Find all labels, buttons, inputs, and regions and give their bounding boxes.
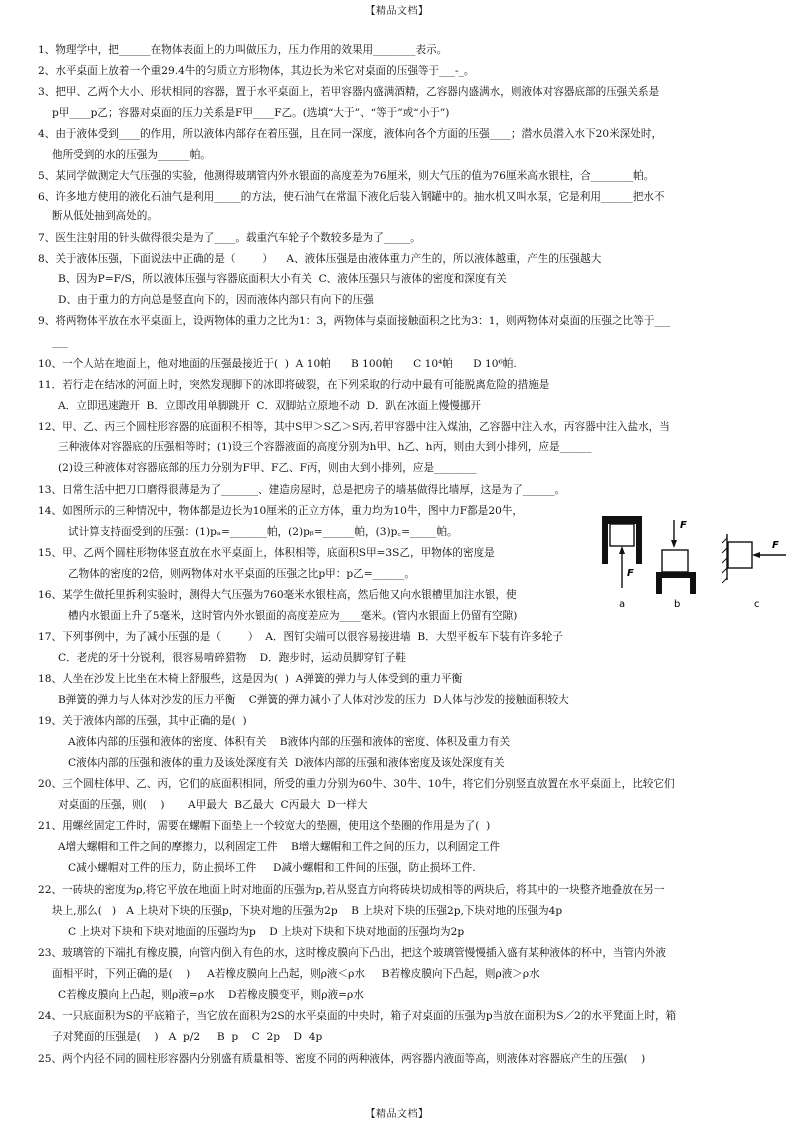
question-line: C 上块对下块和下块对地面的压强均为p D 上块对下块和下块对地面的压强均为2p (68, 926, 465, 938)
question-line: 1、物理学中，把______在物体表面上的力叫做压力，压力作用的效果用________表示。 (38, 44, 448, 56)
diagram-label-c: c (754, 599, 760, 610)
question-line: 10、一个人站在地面上，他对地面的压强最接近于( ) A 10帕 B 100帕 C 10⁴帕 D 10⁶帕. (38, 358, 517, 370)
question-line: 18、人坐在沙发上比坐在木椅上舒服些，这是因为( ) A弹簧的弹力与人体受到的重力平衡 (38, 673, 463, 685)
question-line: C．老虎的牙十分锐利，很容易啃碎猎物 D．跑步时，运动员脚穿钉子鞋 (58, 652, 406, 664)
question-line: C若橡皮膜向上凸起，则ρ液=ρ水 D若橡皮膜变平，则ρ液=ρ水 (58, 989, 364, 1001)
question-line: 16、某学生做托里拆利实验时，测得大气压强为760毫米水银柱高，然后他又向水银槽里加注水银，使 (38, 589, 517, 601)
question-line: 2、水平桌面上放着一个重29.4牛的匀质立方形物体，其边长为米它对桌面的压强等于___-_。 (38, 65, 475, 77)
question-line: 子对凳面的压强是( ) A p/2 B p C 2p D 4p (52, 1031, 323, 1043)
question-line: A增大螺帽和工件之间的摩擦力，以利固定工件 B增大螺帽和工件之间的压力，以利固定工件 (58, 841, 501, 853)
question-line: A．立即迅速跑开 B．立即改用单脚跳开 C．双脚站立原地不动 D．趴在冰面上慢慢挪开 (58, 400, 482, 412)
question-line: 7、医生注射用的针头做得很尖是为了____。载重汽车轮子个数较多是为了_____。 (38, 232, 421, 244)
question-line: (2)设三种液体对容器底部的压力分别为F甲、F乙、F丙，则由大到小排列，应是________ (58, 462, 477, 474)
question-line: D、由于重力的方向总是竖直向下的，因而液体内部只有向下的压强 (58, 294, 374, 306)
force-diagram-figure (594, 508, 794, 613)
diagram-label-b: b (674, 599, 681, 610)
question-line: 24、一只底面积为S的平底箱子，当它放在面积为2S的水平桌面的中央时，箱子对桌面的压强为p当放在面积为S／2的水平凳面上时，箱 (38, 1010, 677, 1022)
question-line: 面相平时，下列正确的是( ) A若橡皮膜向上凸起，则ρ液＜ρ水 B若橡皮膜向下凸起，则ρ液＞ρ水 (52, 968, 540, 980)
question-line: 试计算支持面受到的压强：(1)pₐ=_______帕，(2)pᵦ=______帕，(3)p꜀=_____帕。 (68, 526, 458, 538)
question-line: 12、甲、乙、丙三个圆柱形容器的底面积不相等，其中S甲＞S乙＞S丙,若甲容器中注入煤油，乙容器中注入水，丙容器中注入盐水，当 (38, 421, 670, 433)
question-line: 11．若行走在结冰的河面上时，突然发现脚下的冰即将破裂，在下列采取的行动中最有可能脱离危险的措施是 (38, 379, 550, 391)
diagram-b (656, 520, 696, 594)
diagram-label-a: a (619, 599, 626, 610)
question-line: 3、把甲、乙两个大小、形状相同的容器，置于水平桌面上，若甲容器内盛满酒精，乙容器内盛满水，则液体对容器底部的压强关系是 (38, 86, 660, 98)
question-line: 6、许多地方使用的液化石油气是利用_____的方法，使石油气在常温下液化后装入钢罐中的。抽水机又叫水泵，它是利用______把水不 (38, 191, 665, 203)
page-footer: 【精品文档】 (365, 1109, 429, 1120)
diagram-a (602, 516, 642, 588)
question-line: 8、关于液体压强，下面说法中正确的是（ ） A、液体压强是由液体重力产生的，所以液体越重，产生的压强越大 (38, 253, 602, 265)
question-line: 槽内水银面上升了5毫米，这时管内外水银面的高度差应为____毫米。(管内水银面上仍留有空隙) (68, 610, 518, 622)
question-line: 15、甲、乙两个圆柱形物体竖直放在水平桌面上，体积相等，底面积S甲=3S乙，甲物体的密度是 (38, 547, 495, 559)
question-line: 4、由于液体受到____的作用，所以液体内部存在着压强，且在同一深度，液体向各个方面的压强____；潜水员潜入水下20米深处时， (38, 128, 663, 140)
question-line: 乙物体的密度的2倍，则两物体对水平桌面的压强之比p甲：p乙=______。 (68, 568, 415, 580)
question-line: ___ (52, 336, 68, 348)
force-label-a: F (627, 568, 634, 579)
question-line: 13、日常生活中把刀口磨得很薄是为了_______、建造房屋时，总是把房子的墙基做得比墙厚，这是为了______。 (38, 484, 566, 496)
question-line: C减小螺帽对工件的压力，防止损坏工件 D减小螺帽和工件间的压强，防止损坏工件. (68, 862, 476, 874)
question-line: B、因为P=F/S，所以液体压强与容器底面积大小有关 C、液体压强只与液体的密度和深度有关 (58, 273, 507, 285)
question-line: 对桌面的压强，则( ) A甲最大 B乙最大 C丙最大 D一样大 (58, 799, 368, 811)
page-header: 【精品文档】 (365, 6, 429, 17)
question-line: A液体内部的压强和液体的密度、体积有关 B液体内部的压强和液体的密度、体积及重力有关 (68, 736, 511, 748)
force-label-c: F (772, 540, 779, 551)
question-line: 17、下列事例中，为了减小压强的是（ ） A．图钉尖端可以很容易接进墙 B．大型平板车下装有许多轮子 (38, 631, 563, 643)
question-line: 19、关于液体内部的压强，其中正确的是( ) (38, 715, 247, 727)
question-line: 断从低处抽到高处的。 (52, 210, 158, 222)
question-line: 9、将两物体平放在水平桌面上，设两物体的重力之比为1：3，两物体与桌面接触面积之比为3：1，则两物体对桌面的压强之比等于___ (38, 315, 671, 327)
diagram-c (722, 534, 786, 583)
question-line: 他所受到的水的压强为______帕。 (52, 149, 211, 161)
question-line: 14、如图所示的三种情况中，物体都是边长为10厘米的正立方体，重力均为10牛，图中力F都是20牛， (38, 505, 524, 517)
question-line: 5、某同学做测定大气压强的实验，他测得玻璃管内外水银面的高度差为76厘米，则大气压的值为76厘米高水银柱，合________帕。 (38, 170, 655, 182)
force-label-b: F (680, 520, 687, 531)
question-line: 块上,那么( ) A 上块对下块的压强p，下块对地的压强为2p B 上块对下块的压强2p,下块对地的压强为4p (52, 905, 563, 917)
question-line: C液体内部的压强和液体的重力及该处深度有关 D液体内部的压强和液体密度及该处深度有关 (68, 757, 505, 769)
question-line: 25、两个内径不同的圆柱形容器内分别盛有质量相等、密度不同的两种液体，两容器内液面等高，则液体对容器底产生的压强( ) (38, 1053, 646, 1065)
question-line: B弹簧的弹力与人体对沙发的压力平衡 C弹簧的弹力减小了人体对沙发的压力 D人体与沙发的接触面积较大 (58, 694, 569, 706)
question-line: 22、一砖块的密度为ρ,将它平放在地面上时对地面的压强为p,若从竖直方向将砖块切成相等的两块后，将其中的一块整齐地叠放在另一 (38, 884, 665, 896)
question-line: 23、玻璃管的下端扎有橡皮膜，向管内倒入有色的水，这时橡皮膜向下凸出，把这个玻璃管慢慢插入盛有某种液体的杯中，当管内外液 (38, 947, 666, 959)
question-line: 21、用螺丝固定工件时，需要在螺帽下面垫上一个较宽大的垫圈，使用这个垫圈的作用是为了( ) (38, 820, 491, 832)
question-line: p甲____p乙；容器对桌面的压力关系是F甲____F乙。(选填“大于”、“等于”或“小于”) (52, 107, 450, 119)
question-line: 三种液体对容器底的压强相等时；(1)设三个容器液面的高度分别为h甲、h乙、h丙，则由大到小排列，应是______ (58, 441, 592, 453)
question-line: 20、三个圆柱体甲、乙、丙，它们的底面积相同，所受的重力分别为60牛、30牛、10牛，将它们分别竖直放置在水平桌面上，比较它们 (38, 778, 675, 790)
